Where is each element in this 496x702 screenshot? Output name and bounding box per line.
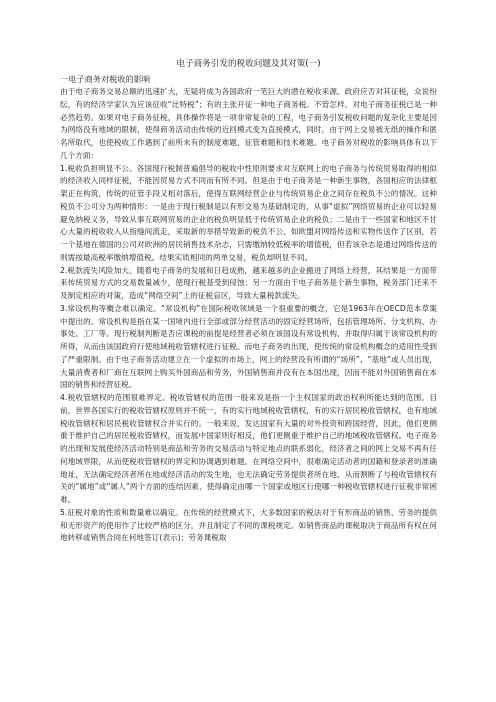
paragraph-3-permanent-establishment: 3.常设机构等概念难以确定。“常设机构”在国际税收领域是一个很重要的概念，它是1963年在OECD范本草案中提出的。常设机构是指在某一国境内进行全部或部分经营活动的固定经营场所，包括管理场所、分支机构、办事处、工厂等。现行税制判断是否应课税的前提是经营者必须在该国设有常设机构，并取得归属于该常设机构的所得，从而由该国政府行使地域税收管辖权进行征税。而电子商务的出现，使传统的常设机构概念的适用性受到了严重限制。由于电子商务活动建立在一个虚拟的市场上，网上的经营没有所谓的“场所”、“基地”或人员出现，大量消费者和厂商在互联网上购买外国商品和劳务，外国销售商并没有在本国出现，因而不能对外国销售商在本国的销售和经营征税。 <box>60 303 437 390</box>
section-heading: 一电子商务对税收的影响 <box>60 74 151 84</box>
paragraph-4-jurisdiction: 4.税收管辖权的范围很难界定。税收管辖权的范围一般来说是指一个主权国家的政治权利所能达到的范围。目前，世界各国实行的税收管辖权原则并不统一，有的实行地域税收管辖权，有的实行居民税收管辖权，也有地域税收管辖权和居民税收管辖权合并实行的。一般来说，发达国家有大量的对外投资和跨国经营，因此，他们更侧重于维护自己的居民税收管辖权，而发展中国家则好相反，他们更侧重于维护自己的地域税收管辖权。电子商务的出现和发展使经济活动特别是商品和劳务的交易活动与特定地点的联系弱化，经济者之间的网上交易不再有任何地域界限，从而使税收管辖权的界定和协调遇到难题。在网络空间中，很难确定活动者的国籍和登录者的准确地址，无法确定经济者所在地或经济活动的发生地，也无法确定劳务提供者所在地，从而割断了与税收管辖权有关的“属地”或“属人”两个方面的连结因素，使得确定由哪一个国家或地区行使哪一种税收管辖权进行征税非常困难。 <box>60 393 437 504</box>
paragraph-5-tax-object: 5.征税对象的性质和数量难以确定。在传统的经营模式下，大多数国家的税法对于有形商品的销售、劳务的提供和无形资产的使用作了比较严格的区分，并且制定了不同的课税规定。如销售商品的课税取决于商品所有权在何地转移或销售合同在何地签订(表示)；劳务课税取 <box>60 507 437 543</box>
document-page <box>60 58 437 545</box>
document-title: 电子商务引发的税收问题及其对策(一) <box>176 59 321 69</box>
paragraph-1-tax-burden: 1.税收负担明显不公。各国现行税制普遍倡导的税收中性原则要求对互联网上的电子商务与传统贸易取得的相似的经济收入同样征税，不能因贸易方式不同而有所不同。但是由于电子商务是一种新生事物，各国相应的法律框架正在构筑，传统的征管手段又相对落后，使得互联网经营企业与传统贸易企业之间存在税负不公的情况。这种税负不公可分为两种情形：一是由于现行税制是以有形交易为基础制定的，从事“虚拟”网络贸易的企业可以轻易避免纳税义务，导致从事互联网贸易的企业的税负明显低于传统贸易企业的税负；二是由于一些国家和地区不甘心大量的税收收入从指缝间流走，采取新的举措导致新的税负不公，如欧盟对网络传送和实物传送作了区别，若一个基地在德国的公司对欧洲的居民销售技术杂志，只需缴纳较低税率的增值税，但若该杂志是通过网络传送的则需按最高税率缴纳增值税。结果实质相同的两单交易，税负却明显不同。 <box>60 163 437 262</box>
paragraph-intro: 由于电子商务交易总额的迅速扩大，无疑将成为各国政府一笔巨大的潜在税收来源。政府应否对其征税，众说纷纭，有的经济学家认为应该征收“比特税”；有的主张开征一种电子商务税。不管怎样，对电子商务征税已是一种必然趋势。如果对电子商务征税，具体操作将是一项非常复杂的工程，电子商务引发税收问题的复杂化主要是因为网络没有地域的限制，使得商务活动由传统的近回模式变为直接模式，同时，由于网上交易被无纸的操作和匿名所取代，也使税收工作遇到了前所未有的制度难题、征管难题和技术难题。电子商务对税收的影响具体有以下几个方面： <box>60 87 437 160</box>
paragraph-2-tax-loss: 2.税款流失风险加大。随着电子商务的发展和日趋成熟，越来越多的企业搬进了网络上经营，其结果是一方面带来传统贸易方式的交易数量减少，使现行税基受到侵蚀；另一方面由于电子商务是个新生事物，税务部门还来不及制定相应的对策，造成“网络空间”上的征税盲区，导致大量税款流失。 <box>60 265 437 300</box>
